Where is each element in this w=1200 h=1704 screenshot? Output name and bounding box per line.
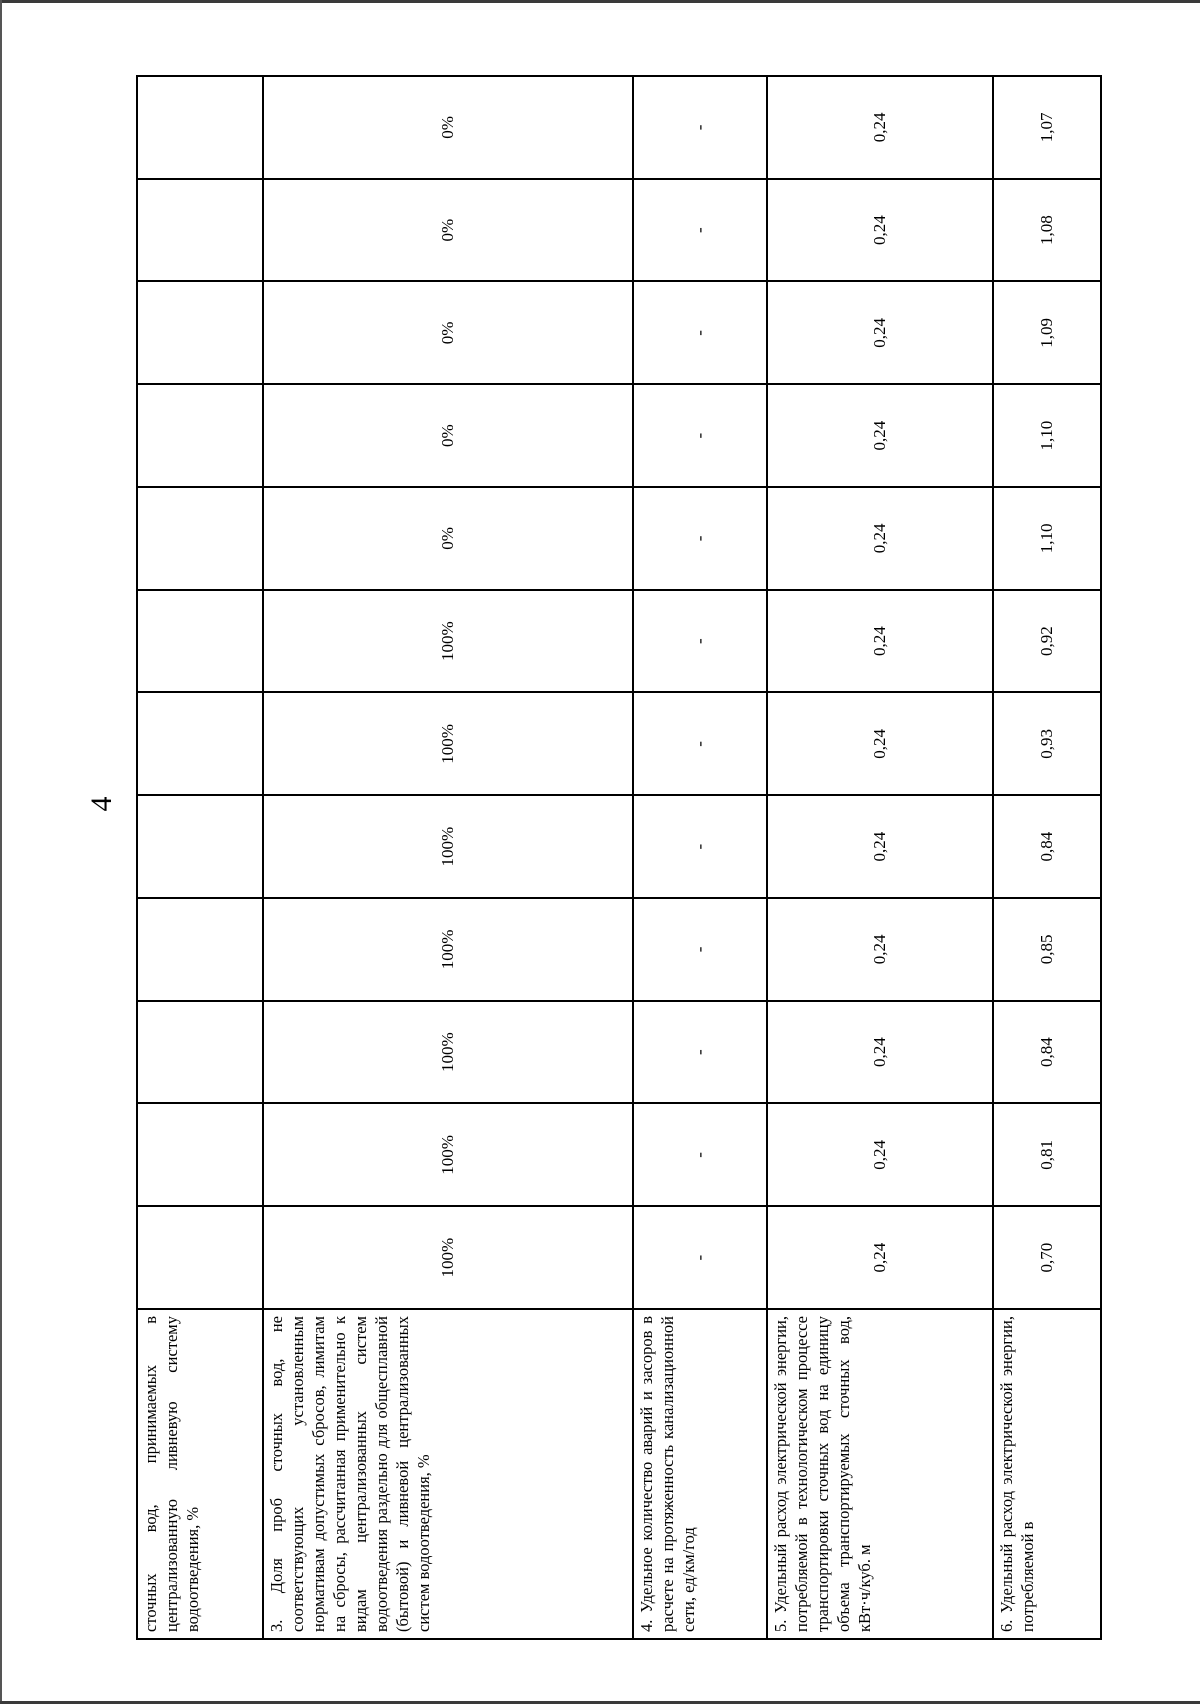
- table-cell: 0,84: [993, 795, 1101, 898]
- row-label: 6. Удельный расход электрической энергии, потребляемой в: [993, 1309, 1101, 1639]
- table-cell: [137, 693, 263, 796]
- table-cell: 100%: [263, 1104, 633, 1207]
- indicators-table: [136, 75, 1102, 1640]
- table-cell: -: [633, 1104, 767, 1207]
- table-cell: 1,08: [993, 179, 1101, 282]
- table-cell: 0,24: [767, 76, 993, 179]
- table-cell: 0,92: [993, 590, 1101, 693]
- row-label: 5. Удельный расход электрической энергии, потребляемой в технологическом процессе транспортировки сточных вод на единицу объема транспортируемых сточных вод, кВт·ч/куб. м: [767, 1309, 993, 1639]
- table-cell: 0,24: [767, 693, 993, 796]
- table-cell: [137, 590, 263, 693]
- table-cell: [137, 795, 263, 898]
- table-row: [767, 76, 993, 1639]
- row-label: 3. Доля проб сточных вод, не соответствующих установленным нормативам допустимых сбросов, лимитам на сбросы, рассчитанная применительно к видам централизованных систем водоотведения раздельно для общесплавной (бытовой) и ливневой централизованных систем водоотведения, %: [263, 1309, 633, 1639]
- table-cell: 0,24: [767, 282, 993, 385]
- table-cell: 100%: [263, 1206, 633, 1309]
- table-cell: -: [633, 179, 767, 282]
- table-cell: 0,24: [767, 1206, 993, 1309]
- table-cell: [137, 898, 263, 1001]
- table-row: [137, 76, 263, 1639]
- row-label: сточных вод, принимаемых в централизованную ливневую систему водоотведения, %: [137, 1309, 263, 1639]
- table-cell: 0,93: [993, 693, 1101, 796]
- table-cell: 0,85: [993, 898, 1101, 1001]
- table-cell: [137, 1001, 263, 1104]
- table-cell: [137, 1104, 263, 1207]
- table-cell: 0,24: [767, 898, 993, 1001]
- table-cell: 0,84: [993, 1001, 1101, 1104]
- table-cell: -: [633, 384, 767, 487]
- table-cell: 0%: [263, 282, 633, 385]
- table-cell: [137, 282, 263, 385]
- table-cell: -: [633, 1206, 767, 1309]
- table-cell: 100%: [263, 1001, 633, 1104]
- table-cell: 100%: [263, 590, 633, 693]
- table-cell: -: [633, 1001, 767, 1104]
- page-number: 4: [85, 796, 118, 812]
- table-cell: 100%: [263, 693, 633, 796]
- table-cell: -: [633, 76, 767, 179]
- scan-edge-top: [0, 0, 1200, 3]
- table-cell: 1,10: [993, 384, 1101, 487]
- table-cell: 0,24: [767, 1104, 993, 1207]
- table-cell: 100%: [263, 795, 633, 898]
- table-cell: 0,70: [993, 1206, 1101, 1309]
- table-cell: 0,24: [767, 179, 993, 282]
- table-cell: 1,07: [993, 76, 1101, 179]
- table-cell: -: [633, 898, 767, 1001]
- table-cell: 1,09: [993, 282, 1101, 385]
- table-cell: 0,24: [767, 1001, 993, 1104]
- table-cell: 100%: [263, 898, 633, 1001]
- table-frame: [136, 75, 1100, 1640]
- table-row: [993, 76, 1101, 1639]
- table-cell: 0%: [263, 384, 633, 487]
- table-cell: 0,81: [993, 1104, 1101, 1207]
- table-cell: -: [633, 590, 767, 693]
- table-cell: 0,24: [767, 795, 993, 898]
- table-cell: [137, 487, 263, 590]
- table-cell: [137, 179, 263, 282]
- table-cell: [137, 1206, 263, 1309]
- table-cell: 0%: [263, 179, 633, 282]
- table-cell: -: [633, 795, 767, 898]
- table-cell: 0%: [263, 487, 633, 590]
- row-label: 4. Удельное количество аварий и засоров в расчете на протяженность канализационной сети, ед/км/год: [633, 1309, 767, 1639]
- table-cell: 0,24: [767, 487, 993, 590]
- table-cell: 0%: [263, 76, 633, 179]
- table-cell: 0,24: [767, 590, 993, 693]
- table-cell: 1,10: [993, 487, 1101, 590]
- table-cell: [137, 384, 263, 487]
- table-row: [263, 76, 633, 1639]
- scan-edge-left: [0, 0, 2, 1704]
- table-cell: [137, 76, 263, 179]
- table-cell: 0,24: [767, 384, 993, 487]
- table-cell: -: [633, 282, 767, 385]
- table-cell: -: [633, 487, 767, 590]
- table-row: [633, 76, 767, 1639]
- table-cell: -: [633, 693, 767, 796]
